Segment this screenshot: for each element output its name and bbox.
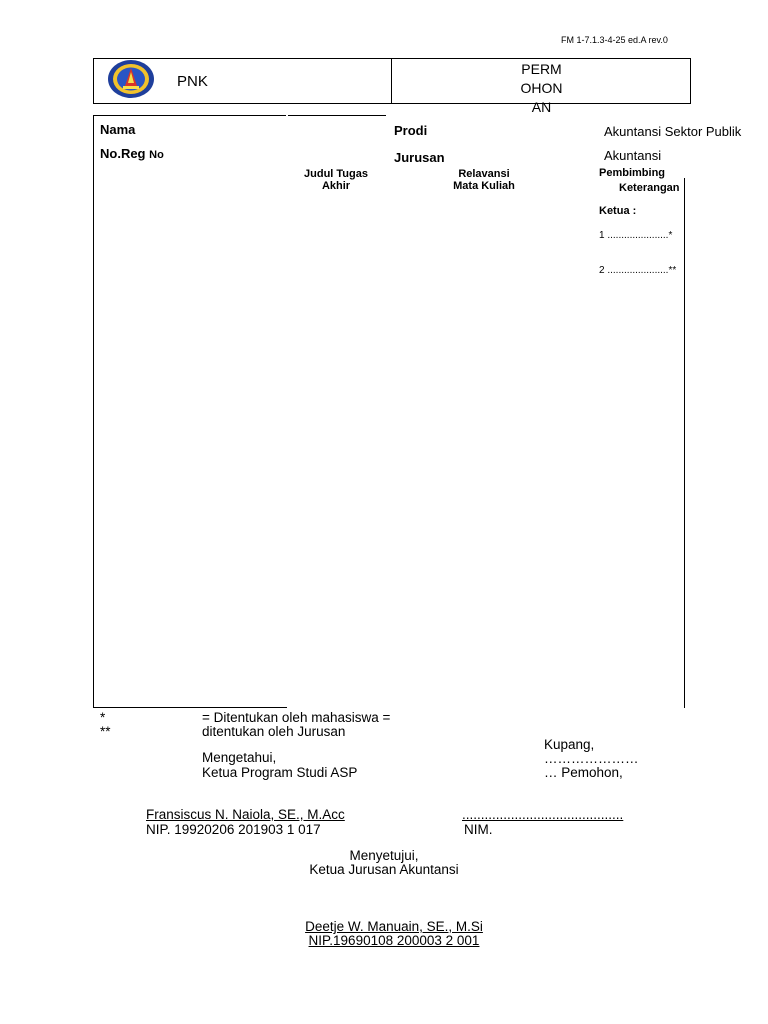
jurusan-value: Akuntansi	[604, 148, 662, 163]
form-left-border	[93, 115, 94, 707]
noreg-label	[100, 146, 164, 161]
ketua-prodi-label: Ketua Program Studi ASP	[202, 765, 358, 780]
ketua-jurusan-label: Ketua Jurusan Akuntansi	[309, 862, 459, 877]
document-code: FM 1-7.1.3-4-25 ed.A rev.0	[561, 35, 668, 45]
institution-logo	[107, 59, 155, 99]
header-org: PNK	[177, 73, 208, 90]
kaprodi-nip: NIP. 19920206 201903 1 017	[146, 822, 321, 837]
header-title-line-3: AN	[531, 99, 552, 115]
nama-label: Nama	[100, 122, 136, 137]
col-relevansi-header	[444, 168, 524, 192]
note-star-2: **	[100, 724, 111, 739]
form-top-border-mid	[288, 115, 386, 116]
noreg-suffix: No	[149, 149, 164, 161]
header-title-line-2: OHON	[520, 80, 563, 96]
date-dots: …………………	[544, 751, 639, 766]
col-relevansi-line-2: Mata Kuliah	[453, 180, 515, 192]
note-star-1-text: = Ditentukan oleh mahasiswa =	[202, 710, 391, 725]
noreg-label-text: No.Reg	[100, 146, 146, 161]
note-star-1: *	[100, 710, 106, 725]
pemohon-label: … Pemohon,	[544, 765, 623, 780]
kajur-nip-text: NIP.19690108 200003 2 001	[308, 933, 480, 948]
kajur-nip	[244, 933, 544, 948]
header-title	[392, 60, 691, 115]
col-judul-line-2: Akhir	[321, 180, 351, 192]
form-right-border	[684, 178, 685, 708]
pemohon-nim: NIM.	[464, 822, 493, 837]
col-keterangan-header: Keterangan	[619, 182, 680, 194]
col-pembimbing-header: Pembimbing	[599, 167, 666, 179]
form-bottom-border	[93, 707, 287, 708]
jurusan-label: Jurusan	[394, 150, 445, 165]
ketua-label: Ketua :	[599, 205, 637, 217]
prodi-label: Prodi	[394, 123, 428, 138]
kupang-label: Kupang,	[544, 737, 595, 752]
pembimbing-2: 2 ......................**	[599, 265, 677, 276]
kaprodi-name: Fransiscus N. Naiola, SE., M.Acc	[146, 807, 345, 822]
note-star-2-text: ditentukan oleh Jurusan	[202, 724, 346, 739]
col-judul-line-1: Judul Tugas	[304, 168, 368, 180]
kajur-name-text: Deetje W. Manuain, SE., M.Si	[305, 919, 483, 934]
col-judul-header	[296, 168, 376, 192]
pembimbing-1: 1 ......................*	[599, 230, 673, 241]
menyetujui-label: Menyetujui,	[349, 848, 419, 863]
pemohon-signature-line: ...........................................	[462, 807, 624, 822]
form-top-border-left	[93, 115, 286, 116]
header-title-line-1: PERM	[521, 61, 562, 77]
kajur-name	[244, 919, 544, 934]
col-relevansi-line-1: Relavansi	[458, 168, 510, 180]
prodi-value: Akuntansi Sektor Publik	[604, 124, 742, 139]
mengetahui-label: Mengetahui,	[202, 750, 277, 765]
